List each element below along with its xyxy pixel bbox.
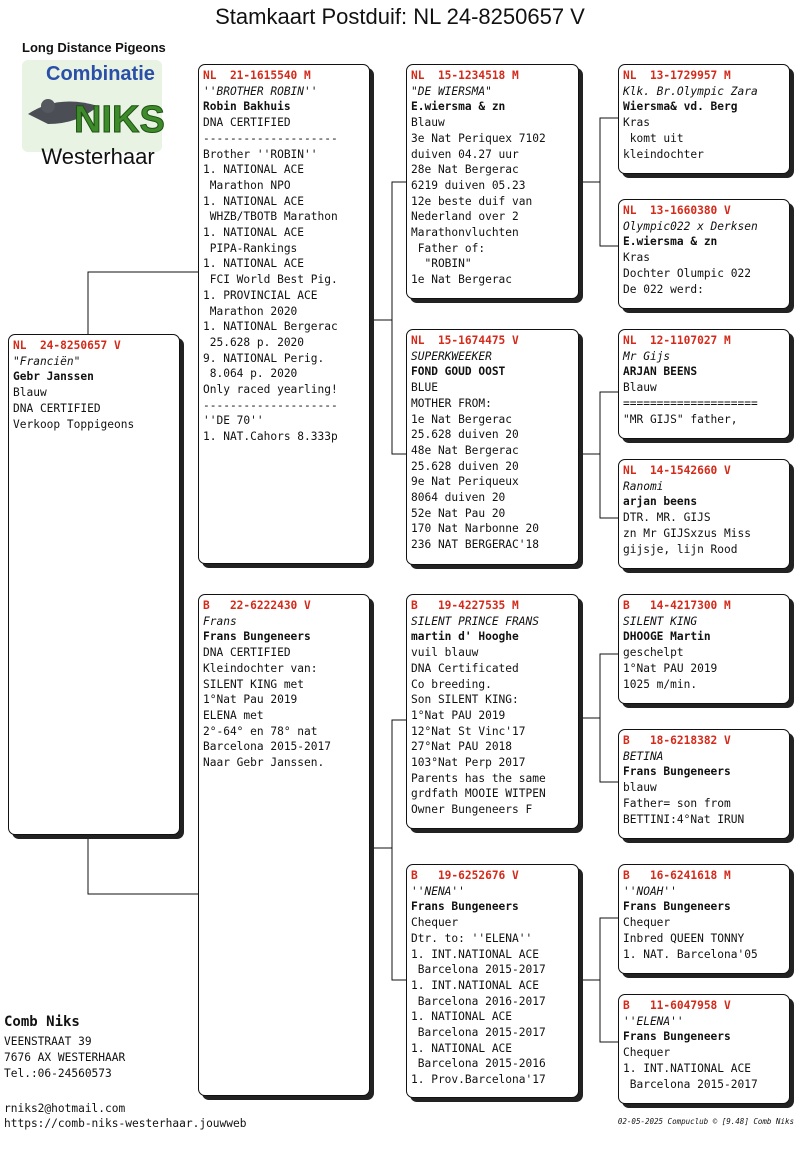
card-subject[interactable] [8,334,180,835]
card-text-line: Dtr. to: ''ELENA'' [411,931,533,945]
card-text-line: 1. NATIONAL ACE [411,1041,513,1055]
ring-number: B 11-6047958 V [623,999,731,1012]
card-text-line: 1°Nat PAU 2019 [623,661,718,675]
card-mf-mother[interactable] [618,729,790,839]
breeder-name: DHOOGE Martin [623,630,711,644]
breeder-name: Frans Bungeneers [411,900,519,914]
card-text-line: 1. PROVINCIAL ACE [203,288,318,302]
breeder-name: E.wiersma & zn [411,100,506,114]
card-text-line: 170 Nat Narbonne 20 [411,522,539,536]
card-father[interactable] [198,64,370,564]
card-text-line: 9e Nat Periqueux [411,475,519,489]
card-text-line: 1. INT.NATIONAL ACE [411,947,539,961]
ring-number: B 16-6241618 M [623,869,731,882]
card-text-line: duiven 04.27 uur [411,147,519,161]
card-text-line: kleindochter [623,147,704,161]
card-mm-mother[interactable] [618,994,790,1104]
breeder-name: E.wiersma & zn [623,235,718,249]
card-text-line: zn Mr GIJSxzus Miss [623,526,751,540]
card-text-line: 3e Nat Periquex 7102 [411,131,546,145]
ring-number: NL 21-1615540 M [203,69,311,82]
breeder-name: Frans Bungeneers [623,1030,731,1044]
card-text-line: Owner Bungeneers F [411,803,533,817]
card-text-line: MOTHER FROM: [411,396,492,410]
breeder-name: Frans Bungeneers [203,630,311,644]
card-father-father[interactable] [406,64,579,299]
card-text-line: 1. NATIONAL Bergerac [203,320,338,334]
breeder-name: martin d' Hooghe [411,630,519,644]
card-text-line: 28e Nat Bergerac [411,163,519,177]
card-text-line: 52e Nat Pau 20 [411,506,506,520]
card-text-line: 12°Nat St Vinc'17 [411,724,526,738]
ring-number: B 14-4217300 M [623,599,731,612]
card-text-line: Barcelona 2015-2017 [623,1077,758,1091]
card-text-line: 1e Nat Bergerac [411,273,513,287]
ring-number: NL 15-1234518 M [411,69,519,82]
card-text-line: Chequer [411,916,459,930]
pigeon-name: BETINA [623,749,664,763]
pigeon-name: ''NOAH'' [623,884,677,898]
pigeon-name: Ranomi [623,479,664,493]
card-text-line: Kras [623,251,650,265]
card-text-line: Marathon NPO [203,178,291,192]
card-text-line: DNA CERTIFIED [203,116,291,130]
card-text-line: WHZB/TBOTB Marathon [203,210,338,224]
card-text-line: ELENA met [203,708,264,722]
card-text-line: 48e Nat Bergerac [411,443,519,457]
card-mother[interactable] [198,594,370,1096]
card-text-line: Marathon 2020 [203,304,298,318]
card-text-line: Father of: [411,241,486,255]
card-text-line: grdfath MOOIE WITPEN [411,787,546,801]
breeder-name: Robin Bakhuis [203,100,291,114]
logo-bottom-text: Westerhaar [41,144,155,169]
card-text-line: 1. NAT.Cahors 8.333p [203,430,338,444]
pigeon-name: "Franciën" [13,354,81,368]
card-text-line: Kleindochter van: [203,661,318,675]
card-text-line: Barcelona 2015-2017 [203,740,331,754]
card-text-line: Chequer [623,916,671,930]
card-text-line: Blauw [13,386,47,400]
card-text-line: Brother ''ROBIN'' [203,147,318,161]
breeder-name: ARJAN BEENS [623,365,698,379]
card-text-line: Inbred QUEEN TONNY [623,931,745,945]
card-text-line: 1. Prov.Barcelona'17 [411,1073,546,1087]
card-text-line: Naar Gebr Janssen. [203,756,325,770]
owner-website[interactable]: https://comb-niks-westerhaar.jouwweb [4,1117,247,1130]
pigeon-name: ''ELENA'' [623,1014,684,1028]
card-text-line: Barcelona 2016-2017 [411,994,546,1008]
card-text-line: Blauw [411,116,445,130]
card-text-line: Only raced yearling! [203,383,338,397]
card-text-line: ''DE 70'' [203,414,264,428]
card-ff-father[interactable] [618,64,790,174]
breeder-name: FOND GOUD OOST [411,365,506,379]
card-text-line: DNA Certificated [411,661,519,675]
ring-number: NL 24-8250657 V [13,339,121,352]
card-text-line: 1. NATIONAL ACE [203,194,305,208]
card-text-line: 1. NAT. Barcelona'05 [623,947,758,961]
breeder-name: Gebr Janssen [13,370,94,384]
owner-email[interactable]: rniks2@hotmail.com [4,1102,126,1115]
card-fm-father[interactable] [618,329,790,439]
card-text-line: DNA CERTIFIED [203,646,291,660]
card-text-line: 25.628 duiven 20 [411,428,519,442]
ring-number: B 22-6222430 V [203,599,311,612]
card-text-line: Blauw [623,381,657,395]
ring-number: NL 13-1729957 M [623,69,731,82]
card-text-line: 236 NAT BERGERAC'18 [411,538,539,552]
card-text-line: 1. INT.NATIONAL ACE [623,1061,751,1075]
card-text-line: FCI World Best Pig. [203,273,338,287]
card-text-line: De 022 werd: [623,282,704,296]
card-text-line: Barcelona 2015-2016 [411,1057,546,1071]
card-text-line: 9. NATIONAL Perig. [203,351,325,365]
page-title: Stamkaart Postduif: NL 24-8250657 V [215,4,585,29]
pigeon-name: Olympic022 x Derksen [623,219,758,233]
pigeon-name: Mr Gijs [623,349,671,363]
owner-phone: Tel.:06-24560573 [4,1067,112,1080]
card-text-line: -------------------- [203,398,338,412]
card-text-line: 6219 duiven 05.23 [411,178,526,192]
print-footer: 02-05-2025 Compuclub © [9.48] Comb Niks [617,1117,794,1126]
pigeon-name: SUPERKWEEKER [411,349,492,363]
card-text-line: SILENT KING met [203,677,305,691]
card-text-line: 2°-64° en 78° nat [203,724,318,738]
logo-word-2: NIKS [74,99,165,141]
card-text-line: komt uit [623,131,684,145]
card-text-line: DNA CERTIFIED [13,401,101,415]
owner-contact [4,1101,246,1131]
ring-number: B 18-6218382 V [623,734,731,747]
ring-number: NL 12-1107027 M [623,334,731,347]
owner-street: VEENSTRAAT 39 [4,1035,92,1048]
ring-number: B 19-4227535 M [411,599,519,612]
card-mf-father[interactable] [618,594,790,704]
card-text-line: gijsje, lijn Rood [623,542,738,556]
card-text-line: 8.064 p. 2020 [203,367,298,381]
card-text-line: Co breeding. [411,677,492,691]
card-text-line: BLUE [411,381,438,395]
pigeon-name: ''NENA'' [411,884,465,898]
card-mm-father[interactable] [618,864,790,974]
card-text-line: DTR. MR. GIJS [623,511,711,525]
card-text-line: 25.628 duiven 20 [411,459,519,473]
ring-number: B 19-6252676 V [411,869,519,882]
card-text-line: Verkoop Toppigeons [13,417,135,431]
owner-city: 7676 AX WESTERHAAR [4,1051,126,1064]
pigeon-name: Klk. Br.Olympic Zara [623,84,758,98]
card-text-line: "ROBIN" [411,257,472,271]
card-text-line: 1°Nat Pau 2019 [203,693,298,707]
card-text-line: 1. NATIONAL ACE [411,1010,513,1024]
ring-number: NL 13-1660380 V [623,204,731,217]
pigeon-name: SILENT PRINCE FRANS [411,614,539,628]
pigeon-name: SILENT KING [623,614,698,628]
owner-name: Comb Niks [4,1014,80,1030]
card-text-line: Father= son from [623,796,731,810]
card-text-line: 1e Nat Bergerac [411,412,513,426]
breeder-name: Frans Bungeneers [623,900,731,914]
logo-top-text: Long Distance Pigeons [22,40,166,55]
ring-number: NL 15-1674475 V [411,334,519,347]
card-text-line: 1. NATIONAL ACE [203,226,305,240]
card-text-line: blauw [623,781,657,795]
card-text-line: PIPA-Rankings [203,241,298,255]
card-text-line: 1. NATIONAL ACE [203,163,305,177]
pigeon-name: ''BROTHER ROBIN'' [203,84,318,98]
card-text-line: Kras [623,116,650,130]
card-text-line: Barcelona 2015-2017 [411,963,546,977]
card-text-line: BETTINI:4°Nat IRUN [623,812,745,826]
card-text-line: geschelpt [623,646,684,660]
card-text-line: Parents has the same [411,771,546,785]
card-text-line: -------------------- [203,131,338,145]
card-text-line: 1. NATIONAL ACE [203,257,305,271]
card-text-line: Chequer [623,1046,671,1060]
card-text-line: "MR GIJS" father, [623,412,738,426]
breeder-name: arjan beens [623,495,698,509]
owner-address [4,1014,125,1082]
card-text-line: 1025 m/min. [623,677,698,691]
card-text-line: Nederland over 2 [411,210,519,224]
card-text-line: Son SILENT KING: [411,693,519,707]
card-text-line: Marathonvluchten [411,226,519,240]
card-text-line: vuil blauw [411,646,479,660]
card-text-line: Barcelona 2015-2017 [411,1026,546,1040]
card-text-line: 1. INT.NATIONAL ACE [411,978,539,992]
ring-number: NL 14-1542660 V [623,464,731,477]
card-mother-father[interactable] [406,594,579,829]
card-text-line: 1°Nat PAU 2019 [411,708,506,722]
card-text-line: 103°Nat Perp 2017 [411,756,526,770]
card-text-line: 27°Nat PAU 2018 [411,740,513,754]
card-text-line: 8064 duiven 20 [411,491,506,505]
logo-word-1: Combinatie [46,63,155,85]
breeder-name: Frans Bungeneers [623,765,731,779]
pigeon-name: Frans [203,614,237,628]
card-mother-mother[interactable] [406,864,579,1098]
card-text-line: ==================== [623,396,758,410]
card-text-line: 12e beste duif van [411,194,533,208]
breeder-name: Wiersma& vd. Berg [623,100,738,114]
card-text-line: 25.628 p. 2020 [203,335,305,349]
pigeon-name: "DE WIERSMA" [411,84,492,98]
card-text-line: Dochter Olumpic 022 [623,266,751,280]
card-ff-mother[interactable] [618,199,790,309]
card-fm-mother[interactable] [618,459,790,569]
card-father-mother[interactable] [406,329,579,565]
